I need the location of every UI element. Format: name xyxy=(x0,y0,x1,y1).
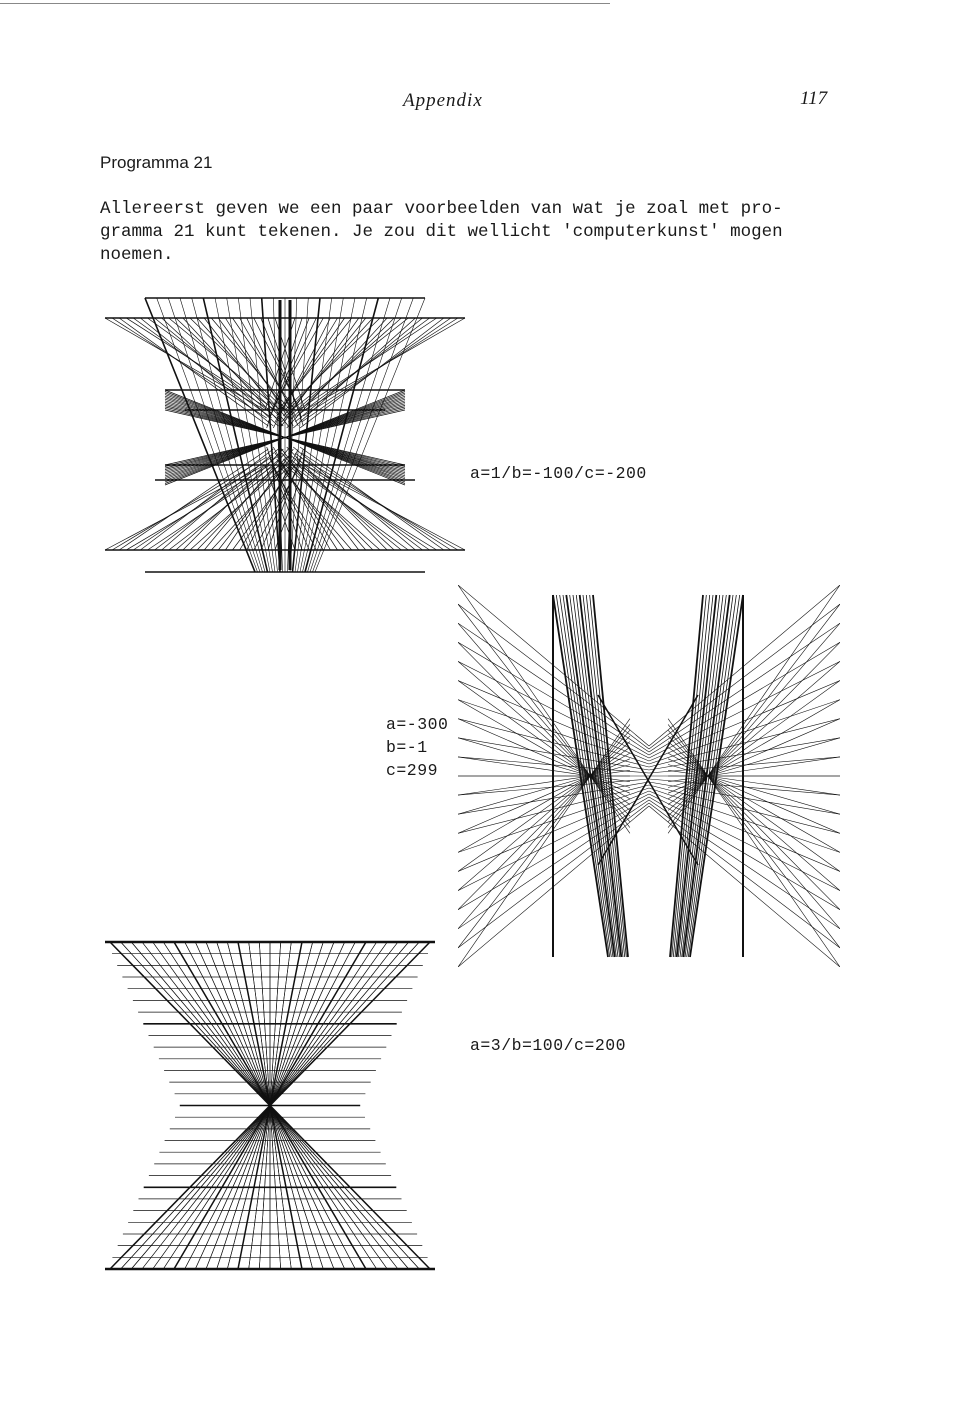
figure-2-line-art xyxy=(458,585,840,967)
figure-2-caption-line: c=299 xyxy=(386,761,439,780)
figure-3-caption: a=3/b=100/c=200 xyxy=(470,1036,627,1055)
figure-2-caption xyxy=(386,713,448,782)
section-title: Programma 21 xyxy=(100,153,213,172)
intro-paragraph xyxy=(100,198,840,267)
figure-2-caption-line: b=-1 xyxy=(386,738,428,757)
intro-line: gramma 21 kunt tekenen. Je zou dit wellicht 'computerkunst' mogen xyxy=(100,222,783,242)
figure-3-line-art xyxy=(105,938,435,1273)
top-rule xyxy=(0,3,610,4)
intro-line: Allereerst geven we een paar voorbeelden van wat je zoal met pro- xyxy=(100,199,783,219)
figure-2-caption-line: a=-300 xyxy=(386,715,449,734)
page-number: 117 xyxy=(800,88,828,109)
figure-1-caption: a=1/b=-100/c=-200 xyxy=(470,464,647,483)
running-head: Appendix xyxy=(403,90,483,111)
figure-1-line-art xyxy=(100,290,470,580)
intro-line: noemen. xyxy=(100,245,174,265)
